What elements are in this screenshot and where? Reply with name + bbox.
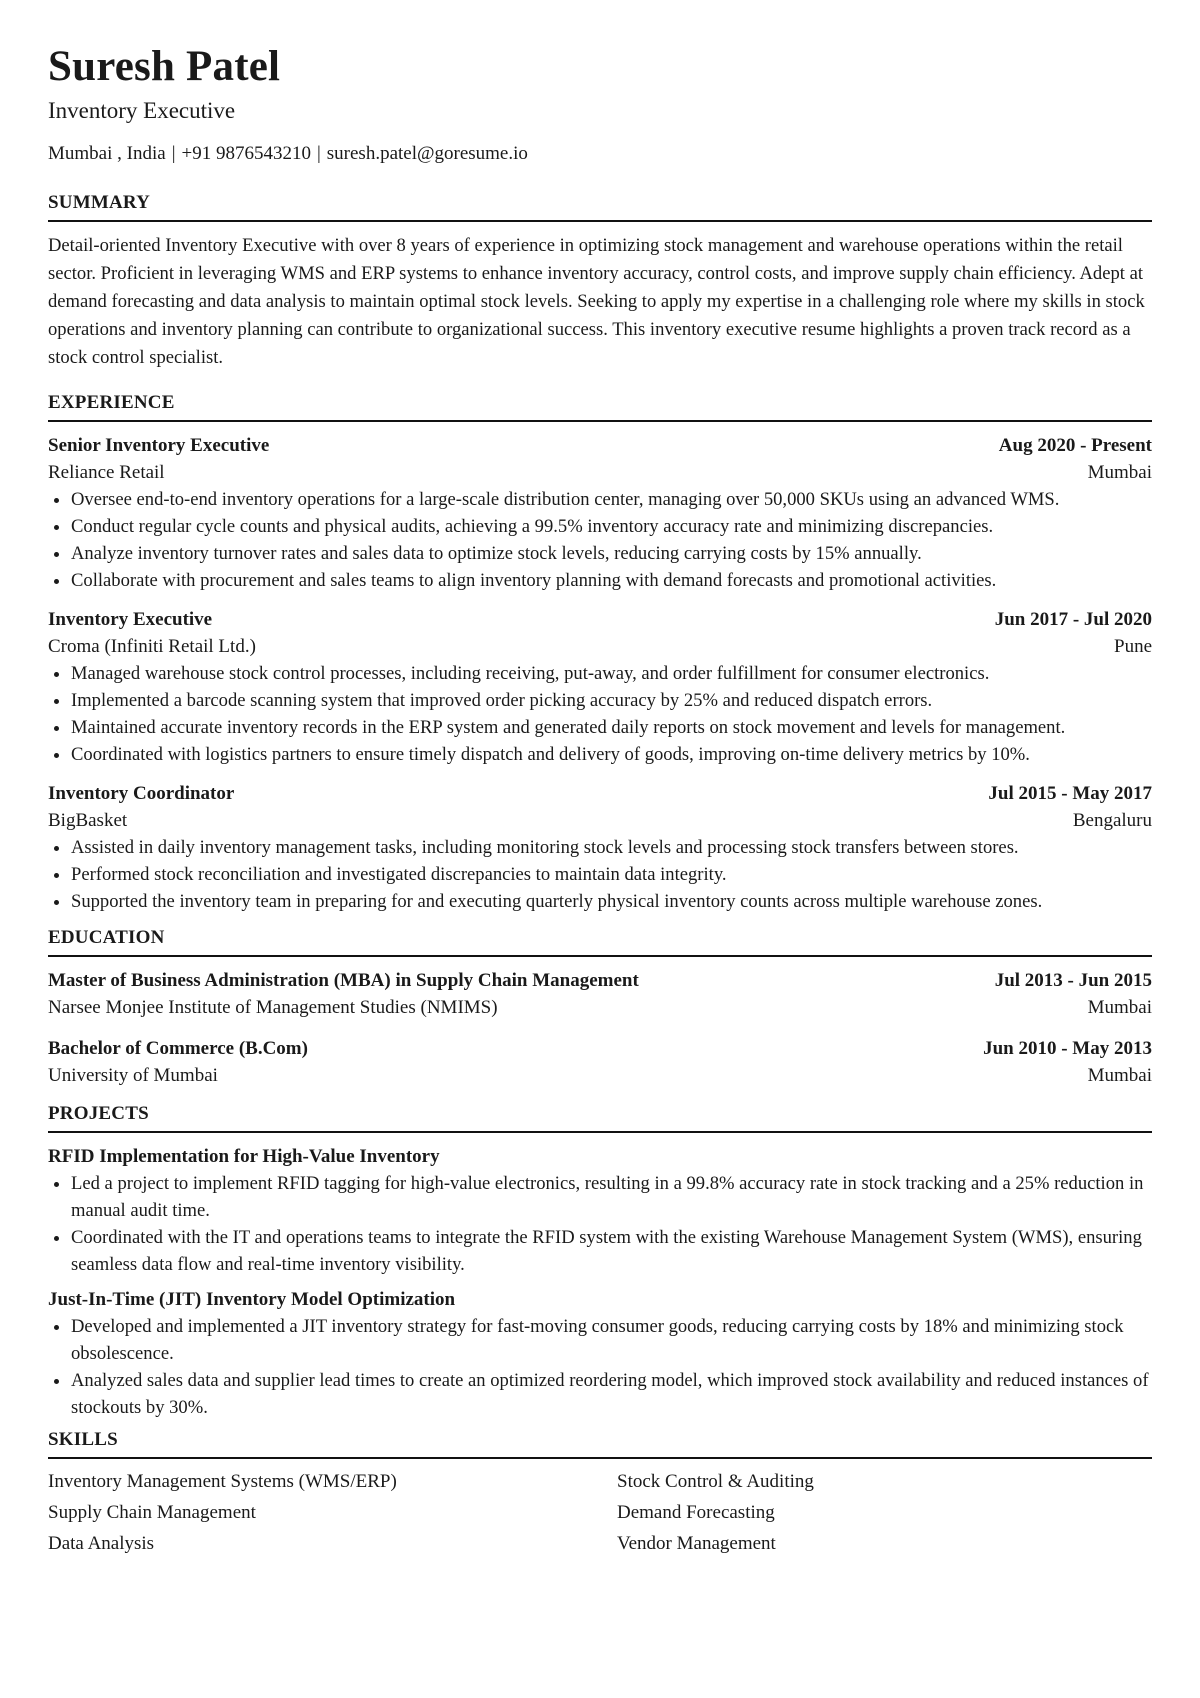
school-location: Mumbai: [1087, 1064, 1152, 1086]
bullet-item: • Led a project to implement RFID tagging for high-value electronics, resulting in a 99.8% accuracy rate in stock tracking and a 25% reduction in manual audit time.: [71, 1170, 1152, 1224]
bullet-item: • Coordinated with the IT and operations teams to integrate the RFID system with the existing Warehouse Management System (WMS), ensuring seamless data flow and real-time inventory visibility.: [71, 1224, 1152, 1278]
education-list: [48, 957, 1152, 1089]
bullet-item: • Assisted in daily inventory management tasks, including monitoring stock levels and processing stock transfers between stores.: [71, 834, 1152, 861]
resume-header: [48, 42, 1152, 166]
bullet-item: • Managed warehouse stock control processes, including receiving, put-away, and order fulfillment for consumer electronics.: [71, 660, 1152, 687]
candidate-title: Inventory Executive: [48, 98, 236, 124]
skill-item: Supply Chain Management: [48, 1501, 256, 1523]
section-heading: EXPERIENCE: [48, 392, 1152, 422]
school-name: Narsee Monjee Institute of Management Studies (NMIMS): [48, 996, 498, 1018]
job-location: Bengaluru: [1072, 809, 1152, 831]
job-company: BigBasket: [48, 809, 128, 831]
school-name: University of Mumbai: [48, 1064, 218, 1086]
candidate-name: Suresh Patel: [48, 43, 281, 90]
experience-section: [48, 392, 1152, 915]
experience-entry: [48, 780, 1152, 915]
experience-list: [48, 422, 1152, 915]
job-role: Senior Inventory Executive: [48, 434, 270, 456]
job-company: Croma (Infiniti Retail Ltd.): [48, 635, 256, 657]
education-dates: Jun 2010 - May 2013: [983, 1037, 1152, 1059]
education-entry: [48, 967, 1152, 1021]
degree-name: Master of Business Administration (MBA) in Supply Chain Management: [48, 969, 639, 991]
projects-section: [48, 1103, 1152, 1421]
bullet-item: • Collaborate with procurement and sales teams to align inventory planning with demand forecasts and promotional activities.: [71, 567, 1152, 594]
project-entry: [48, 1286, 1152, 1421]
section-heading: SUMMARY: [48, 192, 1152, 222]
bullet-item: • Analyzed sales data and supplier lead times to create an optimized reordering model, which improved stock availability and reduced instances of stockouts by 30%.: [71, 1367, 1152, 1421]
projects-list: [48, 1133, 1152, 1421]
contact-line: [48, 143, 1152, 166]
bullet-item: • Oversee end-to-end inventory operations for a large-scale distribution center, managing over 50,000 SKUs using an advanced WMS.: [71, 486, 1152, 513]
project-header-row: [48, 1143, 1152, 1170]
experience-header-row: [48, 432, 1152, 459]
school-location: Mumbai: [1087, 996, 1152, 1018]
skill-item: Data Analysis: [48, 1532, 155, 1554]
skill-item: Demand Forecasting: [617, 1501, 775, 1523]
summary-section: [48, 192, 1152, 372]
project-title: RFID Implementation for High-Value Inventory: [48, 1145, 440, 1167]
contact-separator: |: [316, 143, 321, 165]
project-bullets: [48, 1313, 1152, 1421]
education-dates: Jul 2013 - Jun 2015: [994, 969, 1152, 991]
education-school-row: [48, 1062, 1152, 1089]
experience-company-row: [48, 807, 1152, 834]
summary-text: Detail-oriented Inventory Executive with over 8 years of experience in optimizing stock management and warehouse operations within the retail sector. Proficient in leveraging WMS and ERP systems to enhance inventory accuracy, control costs, and improve supply chain efficiency. Adept at demand forecasting and data analysis to maintain optimal stock levels. Seeking to apply my expertise in a challenging role where my skills in stock operations and inventory planning can contribute to organizational success. This inventory executive resume highlights a proven track record as a stock control specialist.: [48, 234, 1145, 368]
experience-company-row: [48, 459, 1152, 486]
contact-phone[interactable]: +91 9876543210: [181, 143, 311, 165]
job-role: Inventory Executive: [48, 608, 213, 630]
bullet-item: • Implemented a barcode scanning system that improved order picking accuracy by 25% and reduced dispatch errors.: [71, 687, 1152, 714]
education-school-row: [48, 994, 1152, 1021]
job-dates: Aug 2020 - Present: [998, 434, 1152, 456]
skills-section: [48, 1429, 1152, 1558]
skills-grid: [48, 1459, 1152, 1558]
contact-location: Mumbai , India: [48, 143, 166, 165]
job-bullets: [48, 660, 1152, 768]
experience-header-row: [48, 606, 1152, 633]
education-header-row: [48, 1035, 1152, 1062]
section-heading: PROJECTS: [48, 1103, 1152, 1133]
job-dates: Jul 2015 - May 2017: [988, 782, 1152, 804]
job-role: Inventory Coordinator: [48, 782, 235, 804]
job-location: Pune: [1114, 635, 1152, 657]
education-header-row: [48, 967, 1152, 994]
experience-company-row: [48, 633, 1152, 660]
job-dates: Jun 2017 - Jul 2020: [994, 608, 1152, 630]
experience-header-row: [48, 780, 1152, 807]
bullet-item: • Conduct regular cycle counts and physical audits, achieving a 99.5% inventory accuracy rate and minimizing discrepancies.: [71, 513, 1152, 540]
experience-entry: [48, 432, 1152, 594]
bullet-item: • Maintained accurate inventory records in the ERP system and generated daily reports on stock movement and levels for management.: [71, 714, 1152, 741]
bullet-item: • Coordinated with logistics partners to ensure timely dispatch and delivery of goods, improving on-time delivery metrics by 10%.: [71, 741, 1152, 768]
job-bullets: [48, 834, 1152, 915]
job-location: Mumbai: [1087, 461, 1152, 483]
degree-name: Bachelor of Commerce (B.Com): [48, 1037, 308, 1059]
skill-item: Stock Control & Auditing: [617, 1470, 814, 1492]
section-heading: SKILLS: [48, 1429, 1152, 1459]
skill-item: Inventory Management Systems (WMS/ERP): [48, 1470, 397, 1492]
skill-item: Vendor Management: [617, 1532, 776, 1554]
job-company: Reliance Retail: [48, 461, 165, 483]
bullet-item: • Developed and implemented a JIT inventory strategy for fast-moving consumer goods, reducing carrying costs by 18% and minimizing stock obsolescence.: [71, 1313, 1152, 1367]
section-heading: EDUCATION: [48, 927, 1152, 957]
project-entry: [48, 1143, 1152, 1278]
experience-entry: [48, 606, 1152, 768]
project-header-row: [48, 1286, 1152, 1313]
contact-email[interactable]: suresh.patel@goresume.io: [326, 143, 528, 165]
education-section: [48, 927, 1152, 1089]
project-title: Just-In-Time (JIT) Inventory Model Optimization: [48, 1288, 456, 1310]
job-bullets: [48, 486, 1152, 594]
bullet-item: • Performed stock reconciliation and investigated discrepancies to maintain data integrity.: [71, 861, 1152, 888]
contact-separator: |: [171, 143, 176, 165]
education-entry: [48, 1035, 1152, 1089]
project-bullets: [48, 1170, 1152, 1278]
bullet-item: • Analyze inventory turnover rates and sales data to optimize stock levels, reducing carrying costs by 15% annually.: [71, 540, 1152, 567]
bullet-item: • Supported the inventory team in preparing for and executing quarterly physical inventory counts across multiple warehouse zones.: [71, 888, 1152, 915]
